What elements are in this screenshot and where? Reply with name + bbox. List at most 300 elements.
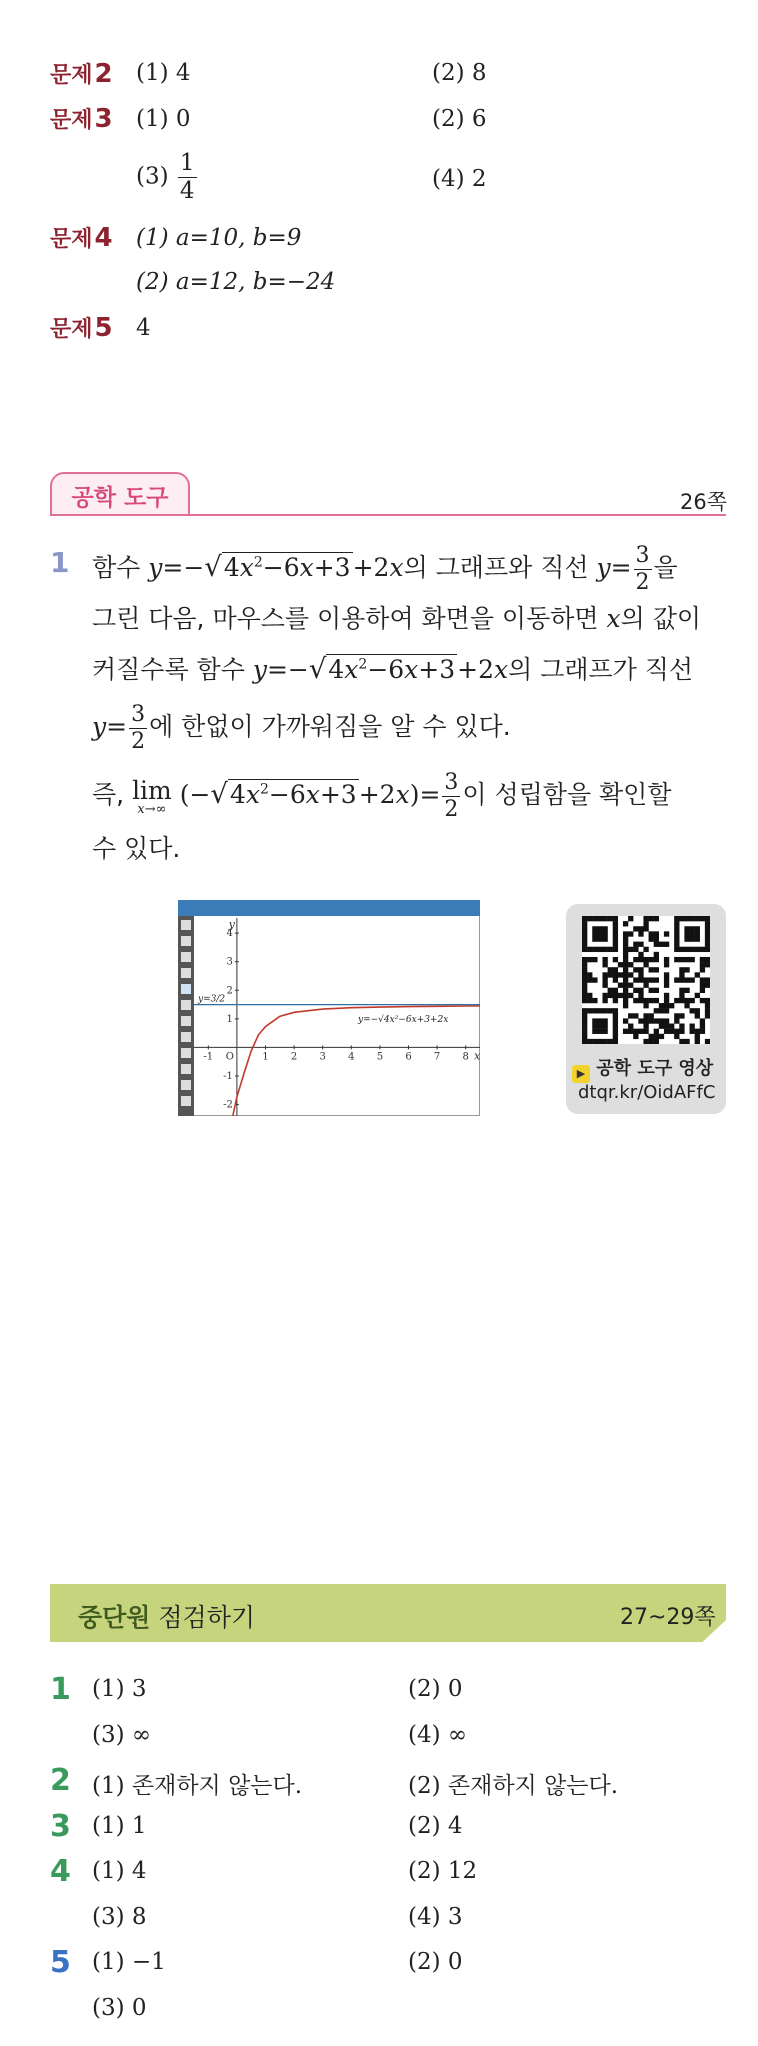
toolbar-tool-icon[interactable]	[181, 1096, 191, 1106]
qr-module	[695, 1008, 700, 1013]
qr-module	[654, 967, 659, 972]
qr-module	[602, 993, 607, 998]
x-tick-label: 1	[262, 1051, 269, 1063]
qr-module	[674, 926, 679, 931]
qr-module	[700, 983, 705, 988]
qr-module	[613, 916, 618, 921]
qr-module	[643, 1029, 648, 1034]
qr-module	[582, 998, 587, 1003]
qr-module	[705, 926, 710, 931]
qr-module	[690, 977, 695, 982]
fraction-numerator: 3	[635, 543, 650, 568]
qr-module	[633, 926, 638, 931]
qr-module	[587, 1008, 592, 1013]
qr-module	[643, 977, 648, 982]
qr-module	[613, 942, 618, 947]
fraction-3-2	[442, 772, 460, 821]
qr-module	[602, 916, 607, 921]
qr-module	[613, 947, 618, 952]
qr-module	[582, 957, 587, 962]
qr-module	[674, 957, 679, 962]
qr-module	[592, 931, 597, 936]
qr-module	[674, 977, 679, 982]
qr-module	[684, 957, 689, 962]
video-icon: ▶	[572, 1065, 590, 1083]
qr-module	[649, 957, 654, 962]
qr-module	[700, 916, 705, 921]
qr-module	[700, 967, 705, 972]
answer-3-1: (1) 0	[136, 106, 191, 132]
qr-module	[679, 998, 684, 1003]
qr-module	[659, 1003, 664, 1008]
qr-module	[623, 998, 628, 1003]
qr-module	[638, 926, 643, 931]
qr-module	[649, 1039, 654, 1044]
summary-title	[78, 1598, 255, 1634]
qr-module	[582, 983, 587, 988]
qr-module	[638, 957, 643, 962]
summary-answer: (1) 1	[92, 1813, 147, 1839]
qr-module	[623, 972, 628, 977]
qr-module	[608, 1039, 613, 1044]
summary-answer: (3) ∞	[92, 1722, 152, 1748]
qr-module	[690, 998, 695, 1003]
qr-module	[613, 1039, 618, 1044]
qr-module	[602, 926, 607, 931]
fraction-denominator: 2	[444, 797, 459, 822]
qr-module	[643, 1013, 648, 1018]
qr-module	[592, 926, 597, 931]
qr-module	[700, 977, 705, 982]
qr-module	[587, 998, 592, 1003]
qr-module	[597, 931, 602, 936]
qr-module	[623, 988, 628, 993]
qr-module	[643, 998, 648, 1003]
problem-label-text: 문제	[50, 317, 93, 342]
qr-module	[649, 1018, 654, 1023]
qr-module	[587, 947, 592, 952]
qr-module	[592, 1039, 597, 1044]
answer-3-4: (4) 2	[432, 166, 487, 192]
summary-answer: (2) 0	[408, 1676, 463, 1702]
qr-module	[638, 1029, 643, 1034]
qr-module	[684, 988, 689, 993]
qr-module	[592, 957, 597, 962]
qr-module	[649, 977, 654, 982]
qr-module	[674, 936, 679, 941]
qr-module	[623, 993, 628, 998]
qr-module	[664, 957, 669, 962]
qr-module	[613, 967, 618, 972]
qr-module	[654, 936, 659, 941]
qr-module	[623, 967, 628, 972]
qr-module	[654, 957, 659, 962]
qr-module	[700, 1018, 705, 1023]
qr-module	[592, 947, 597, 952]
qr-module	[684, 998, 689, 1003]
fraction	[178, 152, 197, 203]
qr-module	[613, 931, 618, 936]
x-tick-label: O	[225, 1051, 235, 1063]
x-tick-label: 8	[462, 1051, 469, 1063]
qr-module	[659, 1008, 664, 1013]
qr-module	[679, 977, 684, 982]
qr-module	[649, 967, 654, 972]
qr-module	[613, 988, 618, 993]
qr-module	[608, 972, 613, 977]
qr-module	[597, 916, 602, 921]
summary-answer: (1) 존재하지 않는다.	[92, 1773, 303, 1799]
text-segment: 수 있다.	[92, 834, 181, 863]
qr-module	[659, 1018, 664, 1023]
qr-module	[643, 962, 648, 967]
qr-module	[695, 993, 700, 998]
qr-module	[649, 1013, 654, 1018]
qr-module	[613, 1029, 618, 1034]
qr-module	[597, 947, 602, 952]
qr-module	[623, 962, 628, 967]
problem-3-label	[50, 103, 113, 134]
qr-module	[649, 916, 654, 921]
qr-module	[592, 1018, 597, 1023]
qr-module	[705, 931, 710, 936]
summary-answer: (1) 4	[92, 1858, 147, 1884]
text-segment: 즉,	[92, 780, 125, 809]
fraction-3-2	[129, 704, 147, 753]
summary-answer: (2) 0	[408, 1949, 463, 1975]
y-tick-label: 1	[226, 1013, 233, 1025]
qr-module	[613, 1008, 618, 1013]
qr-module	[674, 916, 679, 921]
qr-module	[602, 947, 607, 952]
problem-4-label	[50, 222, 113, 253]
qr-module	[695, 1029, 700, 1034]
qr-module	[582, 977, 587, 982]
qr-module	[582, 967, 587, 972]
qr-module	[679, 916, 684, 921]
fraction-denominator: 2	[635, 570, 650, 595]
qr-module	[587, 993, 592, 998]
qr-module	[633, 988, 638, 993]
qr-module	[597, 936, 602, 941]
qr-module	[654, 998, 659, 1003]
qr-module	[695, 931, 700, 936]
qr-module	[582, 1018, 587, 1023]
tool-section-divider	[50, 514, 726, 516]
curve-label: y=−√4x²−6x+3+2x	[358, 1015, 449, 1025]
summary-answer: (1) 3	[92, 1676, 147, 1702]
qr-module	[705, 947, 710, 952]
qr-module	[690, 947, 695, 952]
qr-module	[633, 1029, 638, 1034]
toolbar-tool-icon[interactable]	[181, 1080, 191, 1090]
qr-module	[654, 1018, 659, 1023]
qr-module	[582, 1039, 587, 1044]
qr-module	[705, 983, 710, 988]
fraction-denominator: 4	[179, 178, 195, 204]
item-number: 1	[50, 546, 70, 579]
qr-module	[679, 1013, 684, 1018]
problem-label-text: 문제	[50, 227, 93, 252]
qr-module	[633, 998, 638, 1003]
x-axis-label: x	[474, 1049, 480, 1063]
x-tick-label: -1	[203, 1051, 214, 1063]
lim-subscript: x→∞	[137, 801, 167, 817]
qr-module	[597, 1039, 602, 1044]
qr-module	[695, 1034, 700, 1039]
qr-module	[674, 1029, 679, 1034]
qr-module	[602, 957, 607, 962]
qr-module	[587, 916, 592, 921]
qr-module	[582, 962, 587, 967]
qr-module	[664, 942, 669, 947]
qr-module	[705, 916, 710, 921]
para-line-5: 즉, lim x→∞ $(-√4x^2-6x+3+2x)=$ $\frac{3}{2}$ 이 성립함을 확인할	[92, 770, 672, 822]
qr-module	[679, 1039, 684, 1044]
qr-code-icon[interactable]	[582, 916, 710, 1044]
qr-module	[669, 1024, 674, 1029]
qr-module	[643, 1003, 648, 1008]
qr-module	[705, 921, 710, 926]
x-tick-label: 7	[433, 1051, 441, 1063]
toolbar-tool-icon[interactable]	[181, 920, 191, 930]
qr-module	[638, 967, 643, 972]
problem-2-label	[50, 58, 113, 89]
qr-module	[602, 1024, 607, 1029]
problem-label-text: 문제	[50, 108, 93, 133]
qr-module	[623, 1029, 628, 1034]
qr-module	[649, 931, 654, 936]
para-line-6	[92, 836, 180, 861]
qr-module	[628, 1024, 633, 1029]
qr-module	[613, 1024, 618, 1029]
qr-module	[613, 977, 618, 982]
qr-module	[643, 926, 648, 931]
qr-module	[705, 957, 710, 962]
toolbar-tool-icon[interactable]	[181, 968, 191, 978]
qr-module	[582, 1029, 587, 1034]
qr-module	[705, 977, 710, 982]
toolbar-tool-icon[interactable]	[181, 1016, 191, 1026]
qr-module	[695, 1013, 700, 1018]
qr-module	[684, 936, 689, 941]
x-tick-label: 3	[319, 1051, 326, 1063]
qr-module	[664, 993, 669, 998]
qr-module	[700, 998, 705, 1003]
x-tick-label: 4	[348, 1051, 355, 1063]
qr-module	[633, 1034, 638, 1039]
qr-module	[638, 1018, 643, 1023]
qr-module	[592, 1008, 597, 1013]
qr-module	[690, 916, 695, 921]
qr-module	[664, 977, 669, 982]
qr-url[interactable]: dtqr.kr/OidAFfC	[578, 1082, 716, 1103]
qr-module	[608, 916, 613, 921]
qr-module	[638, 942, 643, 947]
summary-item-number: 4	[50, 1854, 71, 1889]
qr-module	[643, 1039, 648, 1044]
qr-module	[654, 931, 659, 936]
qr-module	[602, 1008, 607, 1013]
qr-module	[587, 1039, 592, 1044]
tool-section-tab: 공학 도구	[50, 472, 190, 516]
qr-module	[597, 1029, 602, 1034]
qr-module	[684, 977, 689, 982]
qr-module	[633, 942, 638, 947]
qr-module	[582, 921, 587, 926]
qr-module	[638, 998, 643, 1003]
qr-module	[613, 993, 618, 998]
qr-module	[654, 988, 659, 993]
qr-module	[628, 1029, 633, 1034]
y-axis-label: y	[228, 918, 235, 931]
qr-module	[633, 977, 638, 982]
qr-module	[690, 926, 695, 931]
qr-module	[654, 1029, 659, 1034]
qr-module	[690, 936, 695, 941]
qr-module	[643, 957, 648, 962]
summary-item-number: 1	[50, 1672, 71, 1707]
toolbar-tool-icon[interactable]	[181, 1032, 191, 1042]
graph-title-bar	[178, 900, 480, 916]
qr-module	[597, 1018, 602, 1023]
qr-module	[582, 947, 587, 952]
qr-module	[664, 1003, 669, 1008]
qr-module	[705, 1039, 710, 1044]
qr-module	[659, 1034, 664, 1039]
qr-module	[623, 942, 628, 947]
qr-module	[664, 998, 669, 1003]
qr-module	[623, 957, 628, 962]
qr-module	[608, 1008, 613, 1013]
qr-module	[684, 1003, 689, 1008]
qr-module	[643, 983, 648, 988]
qr-module	[602, 972, 607, 977]
qr-module	[592, 936, 597, 941]
summary-item-number: 3	[50, 1809, 71, 1844]
qr-module	[602, 1039, 607, 1044]
summary-answer: (2) 12	[408, 1858, 478, 1884]
qr-caption	[572, 1054, 713, 1083]
y-tick-label: -1	[223, 1071, 233, 1082]
x-tick-label: 5	[376, 1051, 384, 1063]
qr-module	[597, 1008, 602, 1013]
qr-module	[602, 998, 607, 1003]
qr-module	[684, 926, 689, 931]
qr-module	[602, 983, 607, 988]
qr-module	[602, 936, 607, 941]
qr-module	[638, 993, 643, 998]
qr-module	[613, 1018, 618, 1023]
summary-answer: (4) ∞	[408, 1722, 468, 1748]
qr-module	[679, 988, 684, 993]
qr-module	[613, 926, 618, 931]
fraction-numerator: 3	[444, 770, 459, 795]
answer-4-1: (1) a=10, b=9	[136, 225, 302, 251]
toolbar-tool-icon[interactable]	[181, 984, 191, 994]
toolbar-tool-icon[interactable]	[181, 1048, 191, 1058]
problem-5-label	[50, 312, 113, 343]
qr-module	[582, 931, 587, 936]
qr-module	[654, 916, 659, 921]
qr-module	[664, 1008, 669, 1013]
summary-page-ref: 27~29쪽	[620, 1605, 716, 1630]
qr-module	[618, 962, 623, 967]
qr-module	[613, 936, 618, 941]
x-tick-label: 2	[290, 1051, 298, 1063]
qr-module	[695, 916, 700, 921]
qr-module	[690, 931, 695, 936]
para-line-2: 그린 다음, 마우스를 이용하여 화면을 이동하면 x의 값이	[92, 604, 702, 633]
qr-module	[597, 1024, 602, 1029]
qr-module	[628, 962, 633, 967]
qr-module	[628, 947, 633, 952]
qr-module	[633, 967, 638, 972]
summary-answer: (2) 존재하지 않는다.	[408, 1773, 619, 1799]
qr-module	[705, 1008, 710, 1013]
text-segment: 그린 다음, 마우스를 이용하여 화면을 이동하면	[92, 604, 599, 633]
qr-module	[582, 916, 587, 921]
qr-module	[628, 931, 633, 936]
para-line-1: 함수 $y=-√4x^2-6x+3+2x$의 그래프와 직선 y= $\frac{3}{2}$ 을	[92, 543, 678, 595]
qr-module	[587, 972, 592, 977]
qr-module	[684, 931, 689, 936]
qr-module	[582, 1024, 587, 1029]
qr-module	[690, 1008, 695, 1013]
qr-module	[613, 921, 618, 926]
text-segment: 의 그래프와 직선	[403, 553, 589, 582]
toolbar-tool-icon[interactable]	[181, 1064, 191, 1074]
qr-module	[638, 988, 643, 993]
qr-module	[623, 983, 628, 988]
qr-module	[623, 1018, 628, 1023]
qr-module	[679, 967, 684, 972]
qr-module	[613, 1034, 618, 1039]
qr-module	[664, 1018, 669, 1023]
qr-module	[602, 962, 607, 967]
qr-module	[700, 962, 705, 967]
qr-module	[628, 993, 633, 998]
qr-module	[664, 1029, 669, 1034]
qr-module	[695, 936, 700, 941]
qr-module	[684, 947, 689, 952]
y-tick-label: 2	[226, 985, 233, 997]
fraction-denominator: 2	[131, 729, 146, 754]
qr-module	[638, 931, 643, 936]
qr-module	[679, 1024, 684, 1029]
qr-module	[669, 1029, 674, 1034]
qr-module	[679, 957, 684, 962]
x-tick-label: 6	[405, 1051, 412, 1063]
qr-module	[649, 998, 654, 1003]
qr-module	[690, 1029, 695, 1034]
qr-module	[659, 1024, 664, 1029]
toolbar-tool-icon[interactable]	[181, 952, 191, 962]
qr-module	[587, 977, 592, 982]
qr-module	[643, 921, 648, 926]
qr-module	[674, 942, 679, 947]
tool-page-ref: 26쪽	[680, 490, 728, 514]
qr-module	[613, 998, 618, 1003]
toolbar-tool-icon[interactable]	[181, 936, 191, 946]
y-tick-label: -2	[223, 1099, 233, 1111]
summary-item-number: 5	[50, 1945, 71, 1980]
toolbar-tool-icon[interactable]	[181, 1000, 191, 1010]
qr-module	[705, 1013, 710, 1018]
qr-module	[664, 931, 669, 936]
qr-module	[623, 1003, 628, 1008]
qr-module	[654, 942, 659, 947]
